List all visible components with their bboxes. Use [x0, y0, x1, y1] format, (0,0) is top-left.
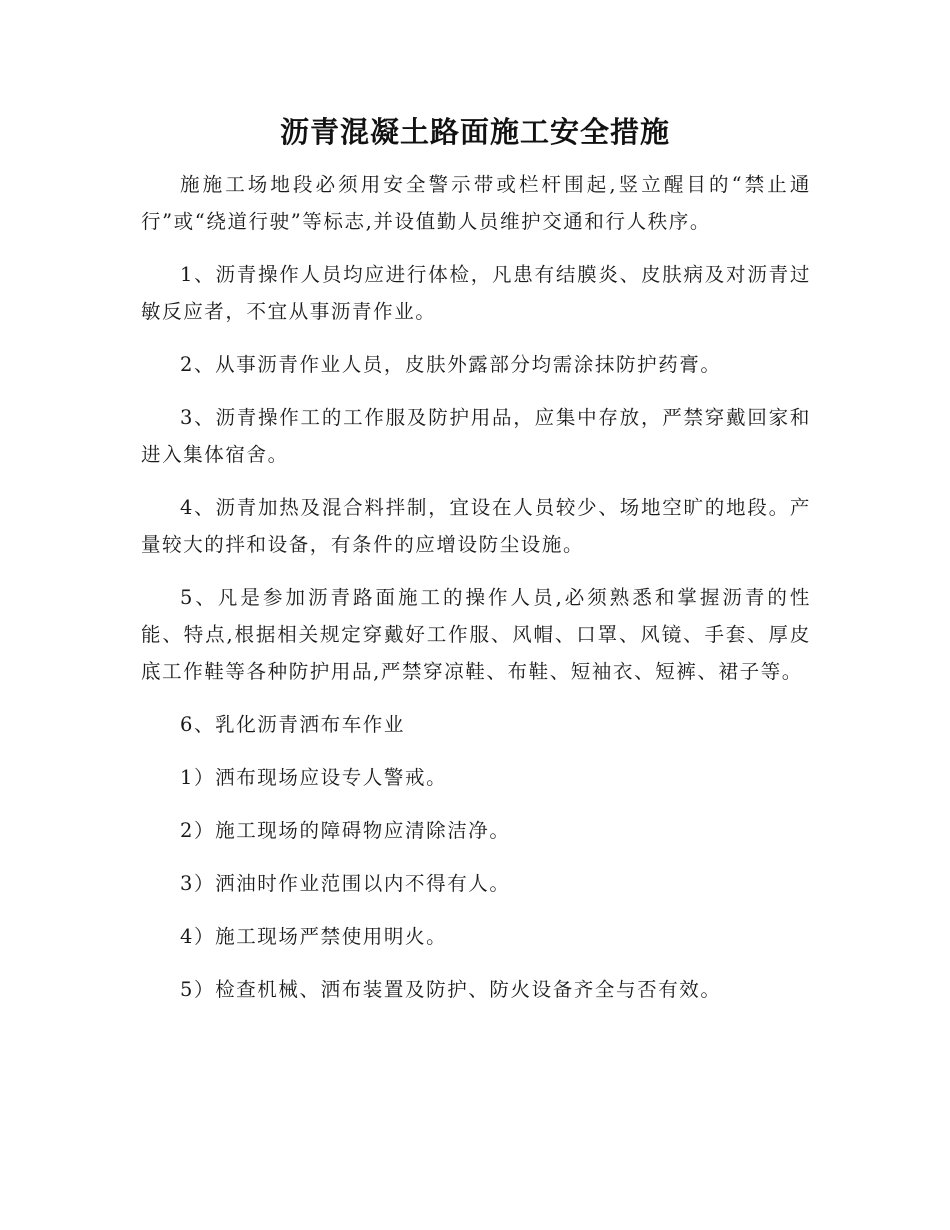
paragraph-item-5: 5、凡是参加沥青路面施工的操作人员,必须熟悉和掌握沥青的性能、特点,根据相关规定穿戴好工作服、风帽、口罩、风镜、手套、厚皮底工作鞋等各种防护用品,严禁穿凉鞋、布鞋、短袖衣、短裤、裙子等。: [141, 586, 811, 683]
paragraph-item-4: 4、沥青加热及混合料拌制，宜设在人员较少、场地空旷的地段。产量较大的拌和设备，有条件的应增设防尘设施。: [141, 496, 811, 556]
document-body: [141, 166, 811, 1024]
paragraph-subitem-5: 5）检查机械、洒布装置及防护、防火设备齐全与否有效。: [180, 978, 722, 1001]
paragraph-subitem-2: 2）施工现场的障碍物应清除洁净。: [180, 819, 511, 842]
paragraph-item-2: 2、从事沥青作业人员，皮肤外露部分均需涂抹防护药膏。: [180, 353, 722, 376]
paragraph-subitem-3: 3）洒油时作业范围以内不得有人。: [180, 872, 511, 895]
paragraph-subitem-1: 1）洒布现场应设专人警戒。: [180, 766, 448, 789]
paragraph-item-1: 1、沥青操作人员均应进行体检，凡患有结膜炎、皮肤病及对沥青过敏反应者，不宜从事沥青作业。: [141, 263, 811, 323]
paragraph-intro: 施施工场地段必须用安全警示带或栏杆围起,竖立醒目的“禁止通行”或“绕道行驶”等标志,并设值勤人员维护交通和行人秩序。: [141, 173, 811, 233]
paragraph-subitem-4: 4）施工现场严禁使用明火。: [180, 925, 448, 948]
document-title: 沥青混凝土路面施工安全措施: [279, 115, 670, 149]
paragraph-item-3: 3、沥青操作工的工作服及防护用品，应集中存放，严禁穿戴回家和进入集体宿舍。: [141, 406, 811, 466]
paragraph-item-6: 6、乳化沥青洒布车作业: [180, 713, 406, 736]
